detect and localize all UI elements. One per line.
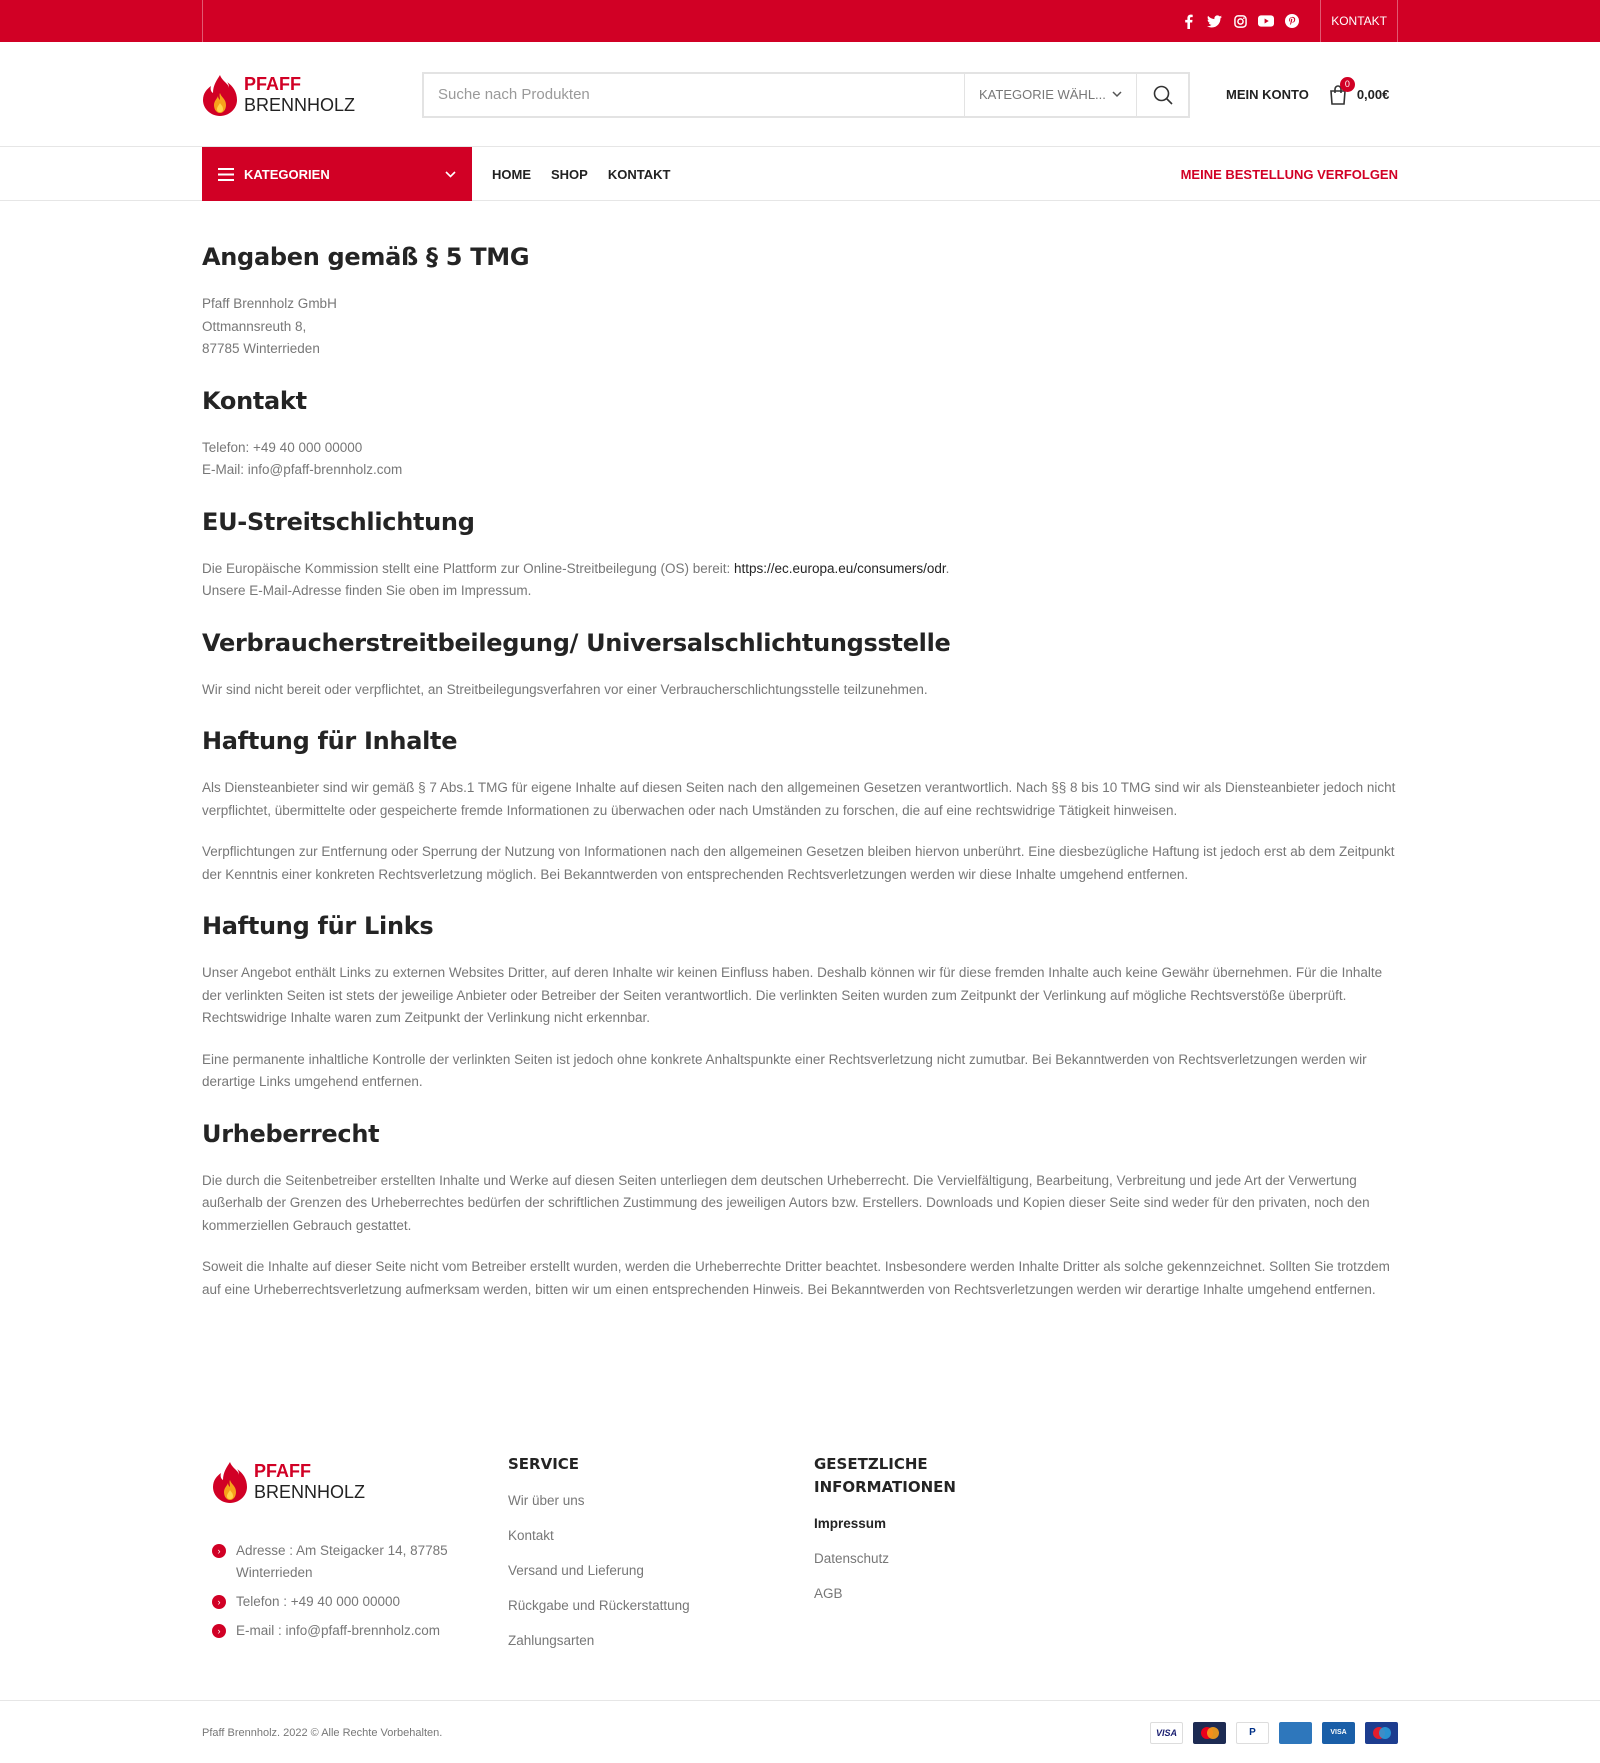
- pinterest-icon[interactable]: [1284, 13, 1300, 29]
- footer-service: [508, 1430, 814, 1666]
- urheber-p1: Die durch die Seitenbetreiber erstellten Inhalte und Werke auf diesen Seiten unterliegen dem deutschen Urheberrecht. Die Vervielfältigung, Bearbeitung, Verbreitung und jede Art der Verwertung außerhalb der Grenzen des Urheberrechtes bedürfen der schriftlichen Zustimmung des jeweiligen Autors bzw. Erstellers. Downloads und Kopien dieser Seite sind weder für den privaten, noch den kommerziellen Gebrauch gestattet.: [202, 1172, 1370, 1233]
- odr-link[interactable]: https://ec.europa.eu/consumers/odr: [733, 560, 946, 576]
- footer-phone-text[interactable]: Telefon : +49 40 000 00000: [236, 1594, 401, 1609]
- category-select[interactable]: [964, 74, 1136, 116]
- heading-verbraucher: Verbraucherstreitbeilegung/ Universalschlichtungsstelle: [202, 628, 951, 657]
- footer-email: [212, 1620, 508, 1642]
- footer-address: [212, 1540, 508, 1584]
- heading-tmg: Angaben gemäß § 5 TMG: [202, 243, 530, 271]
- footer-contact-info: [212, 1540, 508, 1642]
- track-order-link[interactable]: MEINE BESTELLUNG VERFOLGEN: [1180, 166, 1398, 182]
- flame-logo-icon: [212, 1460, 248, 1504]
- heading-urheberrecht: Urheberrecht: [202, 1119, 380, 1148]
- footer-phone: [212, 1591, 508, 1613]
- search-icon: [1153, 85, 1173, 105]
- nav-item-kontakt[interactable]: KONTAKT: [607, 166, 671, 182]
- american-express-icon: [1279, 1722, 1312, 1744]
- urheber-p2: Soweit die Inhalte auf dieser Seite nicht vom Betreiber erstellt wurden, werden die Urheberrechte Dritter beachtet. Insbesondere werden Inhalte Dritter als solche gekennzeichnet. Sollten Sie trotzdem auf eine Urheberrechtsverletzung aufmerksam werden, bitten wir um einen entsprechenden Hinweis. Bei Bekanntwerden von Rechtsverletzungen werden wir derartige Inhalte umgehend entfernen.: [202, 1259, 1390, 1297]
- email-text: E-Mail: info@pfaff-brennholz.com: [202, 462, 403, 477]
- site-footer: [0, 1430, 1600, 1666]
- eu-text-post: .: [945, 560, 950, 576]
- address-line: 87785 Winterrieden: [202, 341, 320, 356]
- cart-link[interactable]: [1329, 79, 1390, 105]
- chevron-down-icon: [1112, 91, 1122, 98]
- footer-service-link[interactable]: Versand und Lieferung: [508, 1563, 644, 1578]
- haftung-inhalte-p1: Als Diensteanbieter sind wir gemäß § 7 Abs.1 TMG für eigene Inhalte auf diesen Seiten nach den allgemeinen Gesetzen verantwortlich. Nach §§ 8 bis 10 TMG sind wir als Diensteanbieter jedoch nicht verpflichtet, übermittelte oder gespeicherte fremde Informationen zu überwachen oder nach Umständen zu forschen, die auf eine rechtswidrige Tätigkeit hinweisen.: [202, 780, 1396, 818]
- heading-haftung-links: Haftung für Links: [202, 912, 434, 940]
- footer-service-link[interactable]: Kontakt: [508, 1528, 554, 1543]
- chevron-down-icon: [445, 171, 456, 178]
- nav-item-shop[interactable]: SHOP: [551, 166, 588, 182]
- copyright-text: Pfaff Brennholz. 2022 © Alle Rechte Vorbehalten.: [202, 1726, 443, 1739]
- phone-text: Telefon: +49 40 000 00000: [202, 439, 363, 455]
- footer-service-title: SERVICE: [508, 1455, 580, 1473]
- categories-menu-label: KATEGORIEN: [244, 166, 330, 182]
- top-bar: [0, 0, 1600, 42]
- address-line: Ottmannsreuth 8,: [202, 318, 307, 334]
- verbraucher-text: Wir sind nicht bereit oder verpflichtet, an Streitbeilegungsverfahren vor einer Verbraucherschlichtungsstelle teilzunehmen.: [202, 681, 928, 697]
- footer-bottom-bar: [0, 1700, 1600, 1763]
- footer-about: [202, 1430, 508, 1666]
- chevron-right-icon: ›: [212, 1544, 226, 1558]
- kontakt-block: [202, 437, 1398, 482]
- category-select-label: KATEGORIE WÄHL...: [979, 87, 1106, 102]
- footer-legal-link-datenschutz[interactable]: Datenschutz: [814, 1551, 890, 1566]
- visa-icon: VISA: [1150, 1722, 1183, 1744]
- address-line: Pfaff Brennholz GmbH: [202, 296, 337, 311]
- chevron-right-icon: ›: [212, 1595, 226, 1609]
- categories-menu-button[interactable]: [202, 147, 472, 201]
- main-header: [0, 42, 1600, 147]
- my-account-link[interactable]: MEIN KONTO: [1226, 87, 1309, 102]
- mastercard-icon: [1193, 1722, 1226, 1744]
- footer-logo[interactable]: [212, 1460, 432, 1504]
- hamburger-icon: [218, 168, 234, 181]
- main-navigation: [0, 147, 1600, 201]
- footer-service-link[interactable]: Wir über uns: [508, 1493, 585, 1508]
- footer-address-text: Adresse : Am Steigacker 14, 87785 Winterrieden: [236, 1543, 448, 1580]
- cart-count-badge: 0: [1340, 77, 1355, 92]
- haftung-inhalte-p2: Verpflichtungen zur Entfernung oder Sperrung der Nutzung von Informationen nach den allgemeinen Gesetzen bleiben hiervon unberührt. Eine diesbezügliche Haftung ist jedoch erst ab dem Zeitpunkt der Kenntnis einer konkreten Rechtsverletzung möglich. Bei Bekanntwerden von entsprechenden Rechtsverletzungen werden wir diese Inhalte umgehend entfernen.: [202, 844, 1395, 882]
- footer-email-text[interactable]: E-mail : info@pfaff-brennholz.com: [236, 1623, 441, 1638]
- footer-service-link[interactable]: Zahlungsarten: [508, 1633, 595, 1648]
- footer-service-link[interactable]: Rückgabe und Rückerstattung: [508, 1598, 690, 1613]
- visa-electron-icon: VISA: [1322, 1722, 1355, 1744]
- site-logo[interactable]: [202, 73, 422, 117]
- heading-kontakt: Kontakt: [202, 386, 307, 415]
- eu-text-line2: Unsere E-Mail-Adresse finden Sie oben im Impressum.: [202, 583, 532, 598]
- search-input[interactable]: [424, 74, 964, 116]
- logo-line2: BRENNHOLZ: [244, 94, 356, 115]
- footer-legal-link-agb[interactable]: AGB: [814, 1586, 843, 1601]
- nav-item-home[interactable]: HOME: [492, 166, 531, 182]
- search-form: [422, 72, 1190, 118]
- eu-text-pre: Die Europäische Kommission stellt eine Plattform zur Online-Streitbeilegung (OS) bereit:: [202, 560, 734, 576]
- footer-logo-line2: BRENNHOLZ: [254, 1482, 366, 1502]
- footer-legal: [814, 1430, 1120, 1666]
- search-button[interactable]: [1136, 74, 1188, 116]
- address-block: [202, 293, 1398, 361]
- primary-menu: [492, 167, 670, 182]
- chevron-right-icon: ›: [212, 1624, 226, 1638]
- flame-logo-icon: [202, 73, 238, 117]
- eu-text: [202, 558, 1398, 603]
- heading-haftung-inhalte: Haftung für Inhalte: [202, 727, 458, 755]
- heading-eu: EU-Streitschlichtung: [202, 507, 475, 536]
- impressum-content: [0, 201, 1600, 1301]
- youtube-icon[interactable]: [1258, 13, 1274, 29]
- footer-legal-link-impressum[interactable]: Impressum: [814, 1516, 887, 1531]
- haftung-links-p1: Unser Angebot enthält Links zu externen Websites Dritter, auf deren Inhalte wir keinen Einfluss haben. Deshalb können wir für diese fremden Inhalte auch keine Gewähr übernehmen. Für die Inhalte der verlinkten Seiten ist stets der jeweilige Anbieter oder Betreiber der Seiten verantwortlich. Die verlinkten Seiten wurden zum Zeitpunkt der Verlinkung auf mögliche Rechtsverstöße überprüft. Rechtswidrige Inhalte waren zum Zeitpunkt der Verlinkung nicht erkennbar.: [202, 965, 1383, 1025]
- social-links: [1180, 0, 1320, 42]
- haftung-links-p2: Eine permanente inhaltliche Kontrolle der verlinkten Seiten ist jedoch ohne konkrete Anhaltspunkte einer Rechtsverletzung nicht zumutbar. Bei Bekanntwerden von Rechtsverletzungen werden wir derartige Links umgehend entfernen.: [202, 1051, 1367, 1089]
- payment-methods: [1150, 1722, 1398, 1744]
- twitter-icon[interactable]: [1206, 13, 1222, 29]
- cart-total: 0,00€: [1356, 87, 1390, 102]
- facebook-icon[interactable]: [1180, 13, 1196, 29]
- logo-line1: PFAFF: [244, 73, 301, 94]
- paypal-icon: P: [1236, 1722, 1269, 1744]
- maestro-icon: [1365, 1722, 1398, 1744]
- instagram-icon[interactable]: [1232, 13, 1248, 29]
- footer-legal-title: GESETZLICHE INFORMATIONEN: [814, 1455, 956, 1496]
- footer-logo-line1: PFAFF: [254, 1461, 311, 1481]
- topbar-contact-link[interactable]: KONTAKT: [1320, 0, 1397, 42]
